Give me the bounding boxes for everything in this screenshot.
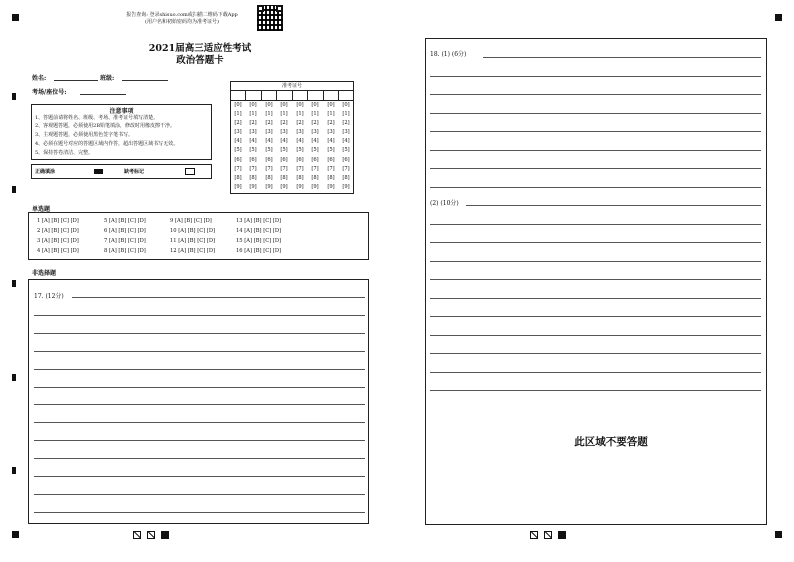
timing-mark [12, 280, 16, 287]
bottom-mark [544, 531, 552, 539]
mcq-question-row[interactable]: 2 [A] [B] [C] [D] [37, 228, 79, 234]
mcq-question-row[interactable]: 12 [A] [B] [C] [D] [170, 248, 216, 254]
answer-line[interactable] [466, 205, 761, 206]
mcq-question-row[interactable]: 5 [A] [B] [C] [D] [104, 218, 146, 224]
exam-digit-column[interactable] [325, 101, 337, 192]
mcq-question-row[interactable]: 3 [A] [B] [C] [D] [37, 238, 79, 244]
answer-line[interactable] [34, 369, 365, 370]
answer-line[interactable] [430, 279, 761, 280]
exam-digit-bubble[interactable]: [6] [234, 156, 242, 163]
exam-digit-bubble[interactable]: [0] [234, 102, 242, 108]
exam-digit-bubble[interactable]: [7] [280, 165, 288, 172]
exam-digit-bubble[interactable]: [8] [311, 174, 319, 181]
exam-digit-bubble[interactable]: [3] [311, 129, 319, 136]
answer-line[interactable] [430, 242, 761, 243]
exam-digit-bubble[interactable]: [7] [265, 165, 273, 172]
exam-digit-bubble[interactable]: [2] [234, 120, 242, 127]
exam-digit-bubble[interactable]: [8] [249, 174, 257, 181]
exam-digit-bubble[interactable]: [8] [265, 174, 273, 181]
exam-digit-bubble[interactable]: [0] [342, 102, 350, 108]
exam-digit-bubble[interactable]: [7] [234, 165, 242, 172]
exam-digit-bubble[interactable]: [0] [265, 102, 273, 108]
bottom-mark [161, 531, 169, 539]
exam-digit-bubble[interactable]: [1] [234, 111, 242, 118]
exam-digit-bubble[interactable]: [2] [265, 120, 273, 127]
exam-digit-bubble[interactable]: [3] [234, 129, 242, 136]
notice-item: 4、必须在题号对应的答题区域内作答，超出答题区域书写无效。 [35, 141, 179, 147]
exam-digit-bubble[interactable]: [8] [234, 174, 242, 181]
exam-digit-bubble[interactable]: [7] [249, 165, 257, 172]
exam-digit-bubble[interactable]: [8] [296, 174, 304, 181]
answer-line[interactable] [430, 335, 761, 336]
answer-line[interactable] [430, 372, 761, 373]
exam-digit-bubble[interactable]: [4] [280, 138, 288, 145]
timing-mark [12, 93, 16, 100]
exam-digit-bubble[interactable]: [1] [342, 111, 350, 118]
exam-digit-bubble[interactable]: [1] [249, 111, 257, 118]
exam-digit-bubble[interactable]: [5] [280, 147, 288, 154]
answer-line[interactable] [430, 187, 761, 188]
exam-digit-bubble[interactable]: [1] [296, 111, 304, 118]
exam-digit-bubble[interactable]: [6] [311, 156, 319, 163]
qr-code-icon [257, 5, 283, 31]
exam-digit-bubble[interactable]: [0] [280, 102, 288, 108]
exam-digit-bubble[interactable]: [1] [265, 111, 273, 118]
class-label: 班级: [100, 75, 115, 82]
exam-digit-bubble[interactable]: [4] [249, 138, 257, 145]
mcq-section-title: 单选题 [32, 206, 51, 213]
exam-digit-bubble[interactable]: [5] [327, 147, 335, 154]
answer-line[interactable] [34, 476, 365, 477]
bottom-mark [147, 531, 155, 539]
grid-divider [338, 90, 339, 100]
answer-line[interactable] [430, 94, 761, 95]
bottom-mark [133, 531, 141, 539]
exam-digit-bubble[interactable]: [3] [327, 129, 335, 136]
answer-line[interactable] [430, 353, 761, 354]
exam-digit-bubble[interactable]: [7] [327, 165, 335, 172]
exam-digit-bubble[interactable]: [3] [296, 129, 304, 136]
grid-divider [261, 90, 262, 100]
exam-digit-bubble[interactable]: [2] [327, 120, 335, 127]
exam-digit-bubble[interactable]: [4] [342, 138, 350, 145]
answer-line[interactable] [34, 404, 365, 405]
exam-digit-bubble[interactable]: [2] [249, 120, 257, 127]
exam-digit-bubble[interactable]: [6] [265, 156, 273, 163]
answer-line[interactable] [430, 261, 761, 262]
exam-digit-bubble[interactable]: [2] [342, 120, 350, 127]
grid-divider [245, 90, 246, 100]
mcq-question-row[interactable]: 8 [A] [B] [C] [D] [104, 248, 146, 254]
exam-digit-bubble[interactable]: [5] [311, 147, 319, 154]
exam-digit-bubble[interactable]: [4] [296, 138, 304, 145]
timing-mark [12, 374, 16, 381]
exam-digit-bubble[interactable]: [0] [311, 102, 319, 108]
exam-digit-bubble[interactable]: [8] [327, 174, 335, 181]
exam-digit-column[interactable] [340, 101, 352, 192]
exam-digit-bubble[interactable]: [9] [296, 183, 304, 190]
absent-label: 缺考标记 [124, 169, 145, 175]
absent-checkbox[interactable] [185, 168, 195, 175]
mcq-question-row[interactable]: 9 [A] [B] [C] [D] [170, 218, 212, 224]
filled-sample [94, 169, 103, 174]
exam-digit-bubble[interactable]: [8] [342, 174, 350, 181]
exam-digit-bubble[interactable]: [4] [265, 138, 273, 145]
exam-digit-bubble[interactable]: [9] [280, 183, 288, 190]
answer-line[interactable] [34, 440, 365, 441]
exam-digit-bubble[interactable]: [2] [311, 120, 319, 127]
exam-digit-bubble[interactable]: [6] [327, 156, 335, 163]
exam-digit-bubble[interactable]: [2] [296, 120, 304, 127]
room-seat-field[interactable] [80, 94, 126, 95]
exam-digit-bubble[interactable]: [3] [342, 129, 350, 136]
exam-digit-bubble[interactable]: [9] [249, 183, 257, 190]
mcq-question-row[interactable]: 13 [A] [B] [C] [D] [236, 218, 282, 224]
mcq-question-row[interactable]: 16 [A] [B] [C] [D] [236, 248, 282, 254]
name-label: 姓名: [32, 75, 47, 82]
answer-line[interactable] [483, 57, 761, 58]
mcq-question-row[interactable]: 15 [A] [B] [C] [D] [236, 238, 282, 244]
no-answer-area-text: 此区域不要答题 [574, 436, 648, 448]
mcq-question-row[interactable]: 1 [A] [B] [C] [D] [37, 218, 79, 224]
notice-item: 5、保持答卷清洁、完整。 [35, 150, 94, 156]
exam-digit-bubble[interactable]: [6] [280, 156, 288, 163]
corner-mark [12, 531, 19, 538]
bottom-mark [530, 531, 538, 539]
class-field[interactable] [122, 80, 168, 81]
exam-digit-column[interactable] [247, 101, 259, 192]
name-field[interactable] [54, 80, 98, 81]
answer-line[interactable] [430, 131, 761, 132]
exam-digit-bubble[interactable]: [0] [327, 102, 335, 108]
notice-item: 2、客观题答题，必须使用2B铅笔填涂，修改时用橡皮擦干净。 [35, 123, 176, 129]
answer-line[interactable] [430, 224, 761, 225]
correct-fill-label: 正确填涂 [35, 169, 56, 175]
exam-digit-bubble[interactable]: [7] [296, 165, 304, 172]
corner-mark [775, 531, 782, 538]
exam-digit-bubble[interactable]: [7] [342, 165, 350, 172]
non-mcq-section-title: 非选择题 [32, 270, 57, 277]
exam-digit-column[interactable] [309, 101, 321, 192]
exam-digit-bubble[interactable]: [1] [311, 111, 319, 118]
exam-digit-bubble[interactable]: [9] [342, 183, 350, 190]
answer-line[interactable] [430, 150, 761, 151]
q17-label: 17. (12分) [34, 293, 64, 300]
answer-line[interactable] [430, 76, 761, 77]
exam-digit-bubble[interactable]: [5] [265, 147, 273, 154]
exam-digit-bubble[interactable]: [4] [234, 138, 242, 145]
exam-digit-bubble[interactable]: [0] [249, 102, 257, 108]
room-seat-label: 考场/座位号: [32, 89, 67, 96]
notice-title: 注意事项 [109, 108, 134, 115]
mcq-question-row[interactable]: 14 [A] [B] [C] [D] [236, 228, 282, 234]
report-query-text: 报告查询: 登录shisuo.com或扫描二维码下载App [126, 12, 238, 18]
exam-digit-column[interactable] [263, 101, 275, 192]
answer-line[interactable] [34, 494, 365, 495]
exam-digit-bubble[interactable]: [8] [280, 174, 288, 181]
exam-digit-column[interactable] [294, 101, 306, 192]
exam-digit-column[interactable] [232, 101, 244, 192]
exam-number-label: 准考证号 [281, 83, 302, 89]
mcq-question-row[interactable]: 10 [A] [B] [C] [D] [170, 228, 216, 234]
exam-digit-bubble[interactable]: [3] [249, 129, 257, 136]
exam-digit-bubble[interactable]: [9] [234, 183, 242, 190]
exam-digit-bubble[interactable]: [3] [265, 129, 273, 136]
answer-line[interactable] [34, 458, 365, 459]
grid-divider [292, 90, 293, 100]
answer-line[interactable] [430, 316, 761, 317]
corner-mark [12, 14, 19, 21]
answer-line[interactable] [430, 298, 761, 299]
exam-digit-bubble[interactable]: [1] [280, 111, 288, 118]
answer-line[interactable] [34, 512, 365, 513]
grid-divider [307, 90, 308, 100]
exam-digit-bubble[interactable]: [5] [234, 147, 242, 154]
exam-digit-bubble[interactable]: [2] [280, 120, 288, 127]
exam-digit-bubble[interactable]: [7] [311, 165, 319, 172]
notice-item: 3、主观题答题，必须使用黑色签字笔书写。 [35, 132, 134, 138]
grid-divider [276, 90, 277, 100]
answer-line[interactable] [34, 387, 365, 388]
exam-digit-bubble[interactable]: [5] [249, 147, 257, 154]
notice-item: 1、答题前请将姓名、班级、考场、准考证号填写清楚。 [35, 115, 159, 121]
answer-line[interactable] [34, 315, 365, 316]
exam-digit-bubble[interactable]: [5] [296, 147, 304, 154]
page-subtitle: 政治答题卡 [176, 55, 224, 66]
exam-digit-bubble[interactable]: [0] [296, 102, 304, 108]
exam-digit-bubble[interactable]: [1] [327, 111, 335, 118]
exam-digit-bubble[interactable]: [9] [265, 183, 273, 190]
mcq-question-row[interactable]: 6 [A] [B] [C] [D] [104, 228, 146, 234]
answer-line[interactable] [34, 422, 365, 423]
exam-digit-bubble[interactable]: [9] [311, 183, 319, 190]
exam-digit-bubble[interactable]: [6] [296, 156, 304, 163]
right-answer-box [425, 38, 767, 525]
exam-digit-bubble[interactable]: [6] [249, 156, 257, 163]
timing-mark [12, 186, 16, 193]
exam-digit-column[interactable] [278, 101, 290, 192]
q18-part2-label: (2) (10分) [430, 200, 459, 207]
answer-line[interactable] [430, 113, 761, 114]
answer-line[interactable] [430, 168, 761, 169]
exam-digit-bubble[interactable]: [6] [342, 156, 350, 163]
exam-digit-bubble[interactable]: [4] [327, 138, 335, 145]
answer-line[interactable] [430, 390, 761, 391]
exam-digit-bubble[interactable]: [9] [327, 183, 335, 190]
mcq-question-row[interactable]: 4 [A] [B] [C] [D] [37, 248, 79, 254]
page-title: 2021届高三适应性考试 [148, 43, 252, 54]
exam-digit-bubble[interactable]: [5] [342, 147, 350, 154]
mcq-question-row[interactable]: 7 [A] [B] [C] [D] [104, 238, 146, 244]
q18-label: 18. (1) (6分) [430, 51, 467, 58]
grid-divider [323, 90, 324, 100]
answer-line[interactable] [72, 297, 365, 298]
answer-line[interactable] [34, 333, 365, 334]
login-hint-text: (用户名和初始密码均为准考证号) [145, 19, 219, 25]
exam-digit-bubble[interactable]: [3] [280, 129, 288, 136]
exam-digit-bubble[interactable]: [4] [311, 138, 319, 145]
bottom-mark [558, 531, 566, 539]
mcq-question-row[interactable]: 11 [A] [B] [C] [D] [170, 238, 216, 244]
corner-mark [775, 14, 782, 21]
timing-mark [12, 467, 16, 474]
answer-line[interactable] [34, 351, 365, 352]
